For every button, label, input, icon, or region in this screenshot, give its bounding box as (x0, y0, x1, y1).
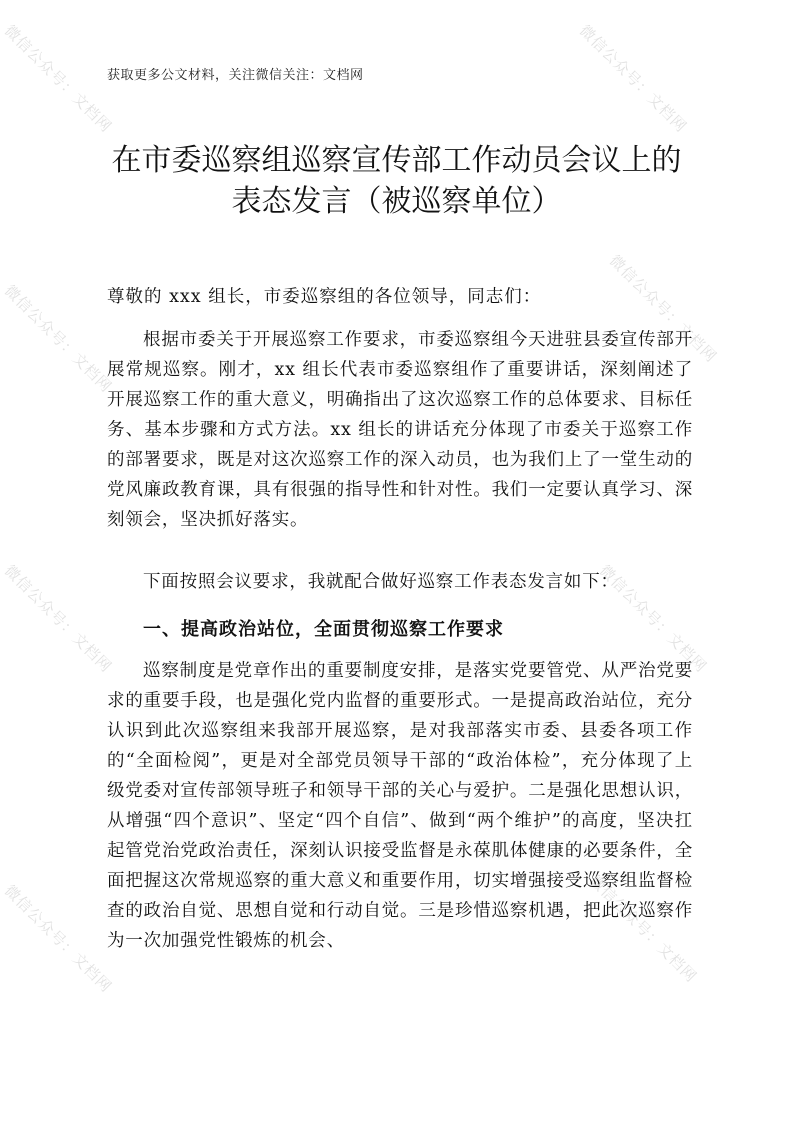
body-paragraph: 巡察制度是党章作出的重要制度安排，是落实党要管党、从严治党要求的重要手段，也是强化党内监督的重要形式。一是提高政治站位，充分认识到此次巡察组来我部开展巡察，是对我部落实市委、县委各项工作的“全面检阅”，更是对全部党员领导干部的“政治体检”，充分体现了上级党委对宣传部领导班子和领导干部的关心与爱护。二是强化思想认识，从增强“四个意识”、坚定“四个自信”、做到“两个维护”的高度，坚决扛起管党治党政治责任，深刻认识接受监督是永葆肌体健康的必要条件，全面把握这次常规巡察的重大意义和重要作用，切实增强接受巡察组监督检查的政治自觉、思想自觉和行动自觉。三是珍惜巡察机遇，把此次巡察作为一次加强党性锻炼的机会、 (107, 661, 693, 951)
watermark: 微信公众号：文档网 (595, 561, 711, 676)
watermark: 微信公众号：文档网 (575, 21, 691, 136)
body-paragraph: 根据市委关于开展巡察工作要求，市委巡察组今天进驻县委宣传部开展常规巡察。刚才，xx 组长代表市委巡察组作了重要讲话，深刻阐述了开展巡察工作的重大意义，明确指出了这次巡察工作的总体要求、目标任务、基本步骤和方式方法。xx 组长的讲话充分体现了市委关于巡察工作的部署要求，既是对这次巡察工作的深入动员，也为我们上了一堂生动的党风廉政教育课，具有很强的指导性和针对性。我们一定要认真学习、深刻领会，坚决抓好落实。 (107, 330, 693, 530)
watermark: 微信公众号：文档网 (0, 281, 116, 396)
watermark: 微信公众号：文档网 (0, 21, 116, 136)
watermark: 微信公众号：文档网 (0, 881, 116, 996)
section-heading: 一、提高政治站位，全面贯彻巡察工作要求 (143, 619, 504, 640)
header-note: 获取更多公文材料，关注微信关注：文档网 (107, 68, 364, 83)
watermark: 微信公众号：文档网 (0, 561, 116, 676)
watermark: 微信公众号：文档网 (605, 251, 721, 366)
watermark: 微信公众号：文档网 (585, 871, 701, 986)
document-title: 在市委巡察组巡察宣传部工作动员会议上的表态发言（被巡察单位） (111, 143, 682, 219)
body-paragraph: 下面按照会议要求，我就配合做好巡察工作表态发言如下： (143, 572, 619, 592)
salutation: 尊敬的 xxx 组长，市委巡察组的各位领导，同志们： (107, 287, 542, 307)
